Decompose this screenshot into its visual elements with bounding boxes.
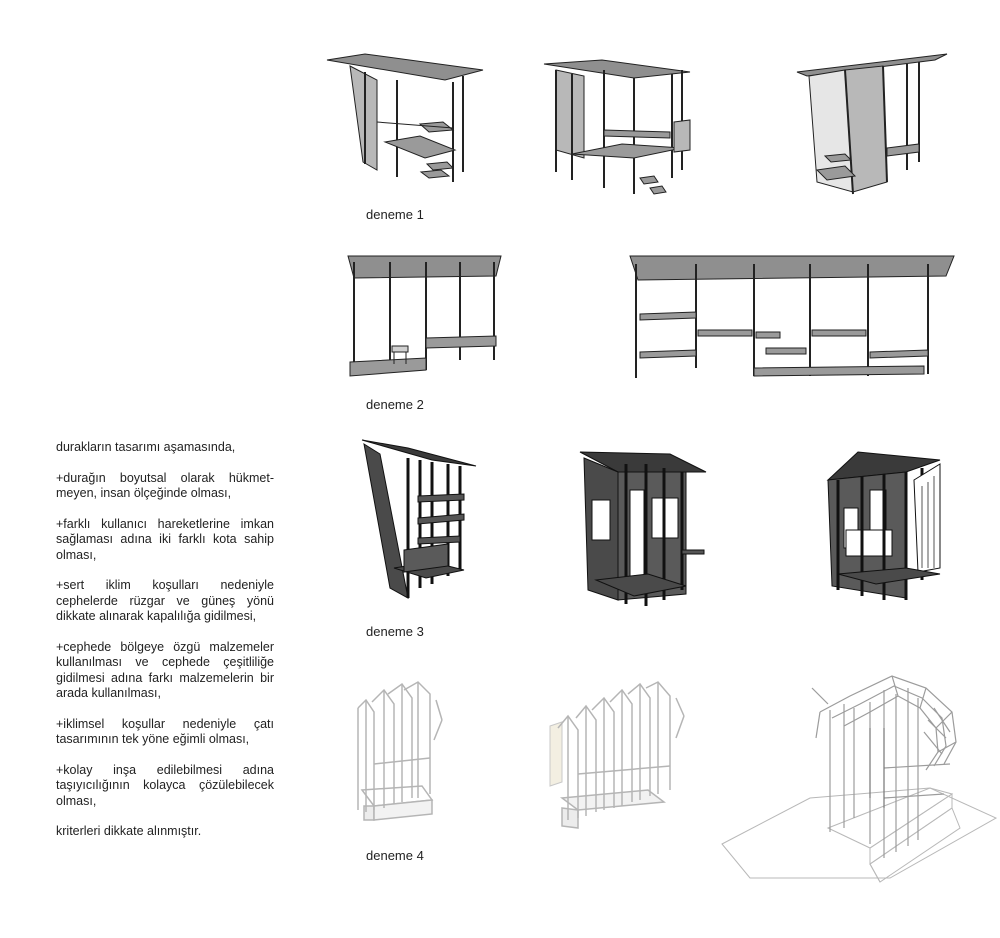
deneme-4-label: deneme 4 bbox=[366, 848, 424, 863]
deneme-1-sketch-c bbox=[795, 52, 950, 197]
criteria-closing: kriterleri dikkate alınmıştır. bbox=[56, 824, 202, 838]
deneme-3-sketch-c bbox=[822, 450, 944, 608]
criteria-item: +sert iklim koşulları nedeniyle cephelerde rüzgar ve güneş yönü dikkate alınarak kapalılığa gidilmesi, bbox=[56, 578, 274, 623]
criteria-item: +durağın boyutsal olarak hükmet-meyen, insan ölçeğinde olması, bbox=[56, 470, 274, 500]
deneme-2-sketch-a bbox=[346, 252, 503, 380]
deneme-2-sketch-b bbox=[628, 252, 956, 380]
criteria-item: +farklı kullanıcı hareketlerine imkan sağlaması adına iki farklı kota sahip olması, bbox=[56, 516, 274, 562]
deneme-1-sketch-b bbox=[542, 58, 692, 200]
deneme-2-label: deneme 2 bbox=[366, 397, 424, 412]
deneme-3-label: deneme 3 bbox=[366, 624, 424, 639]
criteria-item: +cephede bölgeye özgü malzemeler kullanılması ve cephede çeşitliliğe gidilmesi adına farkı malzemelerin bir arada kullanılması, bbox=[56, 639, 274, 700]
criteria-intro: durakların tasarımı aşamasında, bbox=[56, 440, 236, 454]
design-criteria-text bbox=[56, 440, 274, 855]
deneme-1-sketch-a bbox=[325, 52, 485, 192]
deneme-3-sketch-b bbox=[578, 450, 708, 608]
deneme-3-sketch-a bbox=[360, 438, 478, 606]
criteria-item: +iklimsel koşullar nedeniyle çatı tasarımının tek yöne eğimli olması, bbox=[56, 716, 274, 746]
criteria-item: +kolay inşa edilebilmesi adına taşıyıcılığının kolayca çözülebilecek olması, bbox=[56, 762, 274, 808]
deneme-4-sketch-b bbox=[548, 682, 690, 832]
deneme-1-label: deneme 1 bbox=[366, 207, 424, 222]
deneme-4-sketch-a bbox=[352, 680, 452, 824]
deneme-4-sketch-c bbox=[720, 668, 998, 888]
